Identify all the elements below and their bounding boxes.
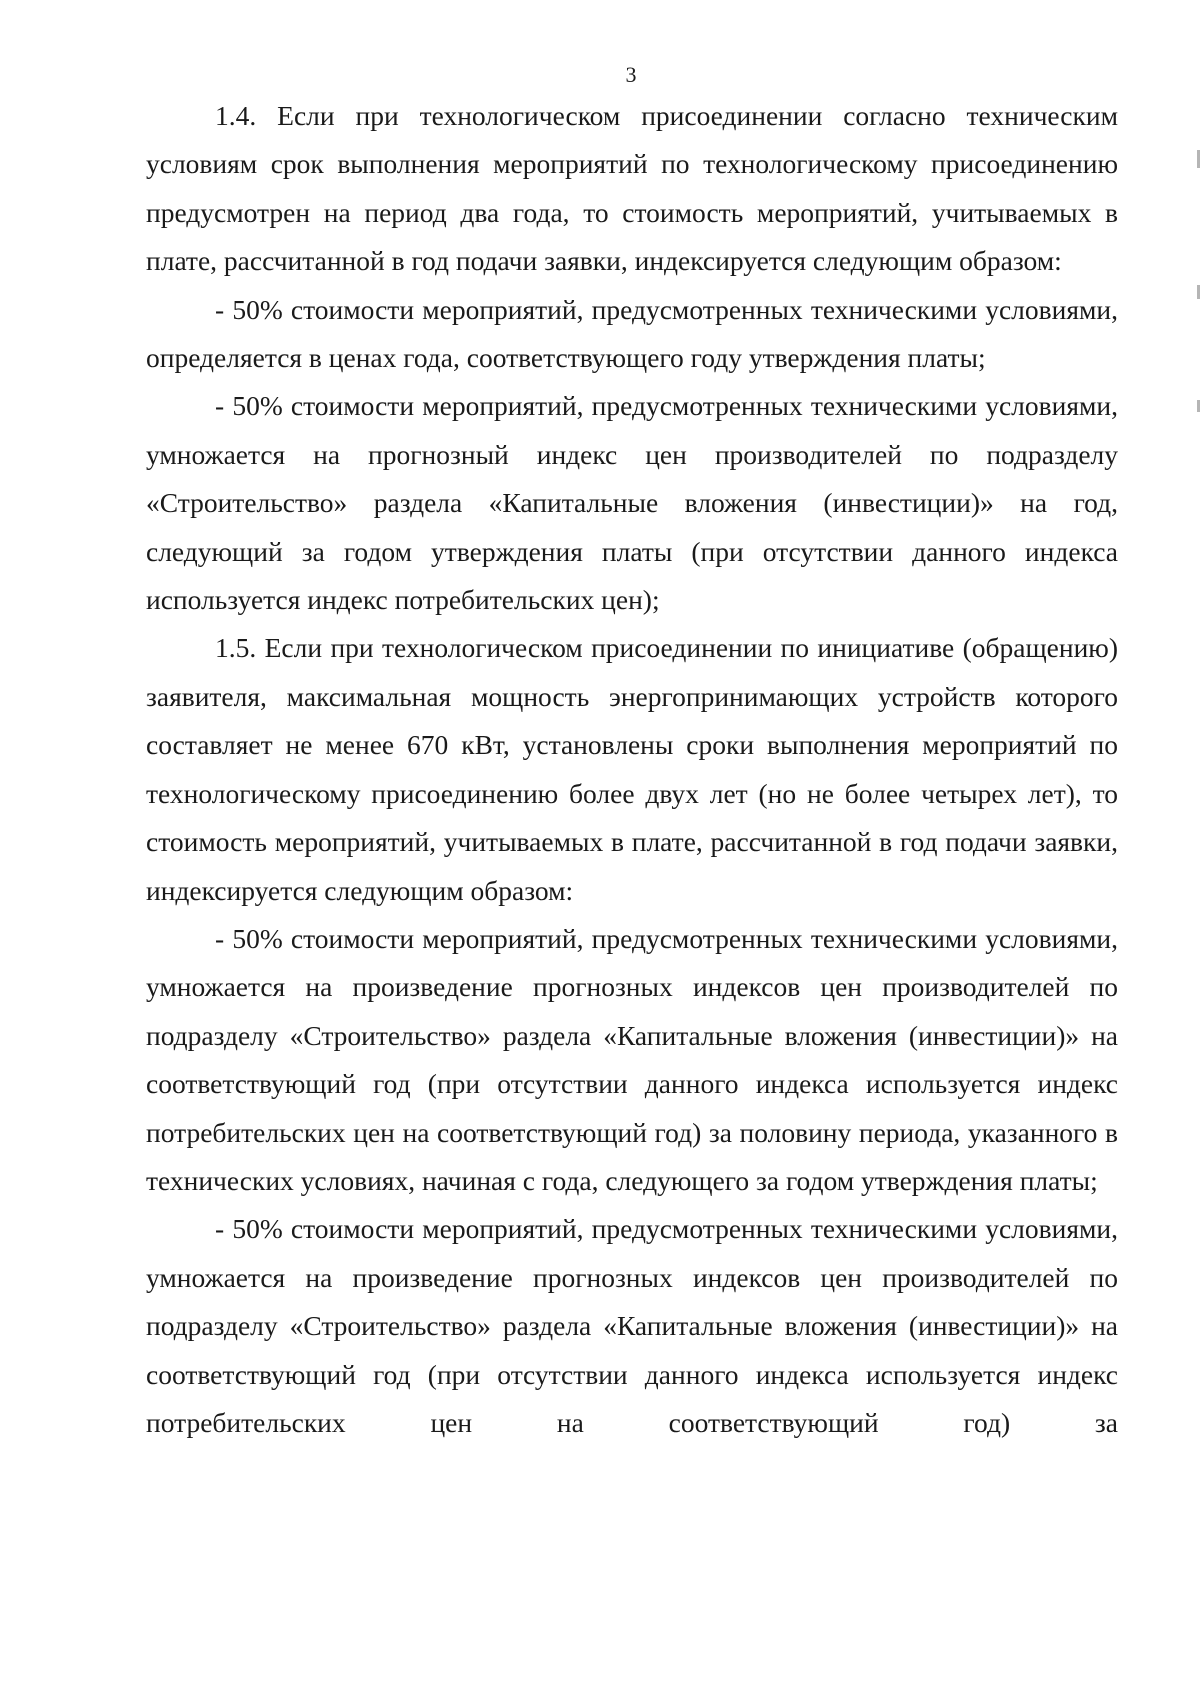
document-body <box>146 92 1118 1447</box>
page-number: 3 <box>625 62 637 87</box>
paragraph-1-5-item-1: - 50% стоимости мероприятий, предусмотренных техническими условиями, умножается на произведение прогнозных индексов цен производителей по подразделу «Строительство» раздела «Капитальные вложения (инвестиции)» на соответствующий год (при отсутствии данного индекса используется индекс потребительских цен на соответствующий год) за половину периода, указанного в технических условиях, начиная с года, следующего за годом утверждения платы; <box>146 922 1118 1196</box>
paragraph-1-4-item-2: - 50% стоимости мероприятий, предусмотренных техническими условиями, умножается на прогнозный индекс цен производителей по подразделу «Строительство» раздела «Капитальные вложения (инвестиции)» на год, следующий за годом утверждения платы (при отсутствии данного индекса используется индекс потребительских цен); <box>146 390 1118 616</box>
paragraph-1-4-item-1: - 50% стоимости мероприятий, предусмотренных техническими условиями, определяется в ценах года, соответствующего году утверждения платы; <box>146 293 1118 374</box>
paragraph-1-4: 1.4. Если при технологическом присоединении согласно техническим условиям срок выполнения мероприятий по технологическому присоединению предусмотрен на период два года, то стоимость мероприятий, учитываемых в плате, рассчитанной в год подачи заявки, индексируется следующим образом: <box>146 100 1118 277</box>
paragraph-1-5: 1.5. Если при технологическом присоединении по инициативе (обращению) заявителя, максимальная мощность энергопринимающих устройств которого составляет не менее 670 кВт, установлены сроки выполнения мероприятий по технологическому присоединению более двух лет (но не более четырех лет), то стоимость мероприятий, учитываемых в плате, рассчитанной в год подачи заявки, индексируется следующим образом: <box>146 632 1118 906</box>
paragraph-1-5-item-2: - 50% стоимости мероприятий, предусмотренных техническими условиями, умножается на произведение прогнозных индексов цен производителей по подразделу «Строительство» раздела «Капитальные вложения (инвестиции)» на соответствующий год (при отсутствии данного индекса используется индекс потребительских цен на соответствующий год) за <box>146 1213 1118 1438</box>
